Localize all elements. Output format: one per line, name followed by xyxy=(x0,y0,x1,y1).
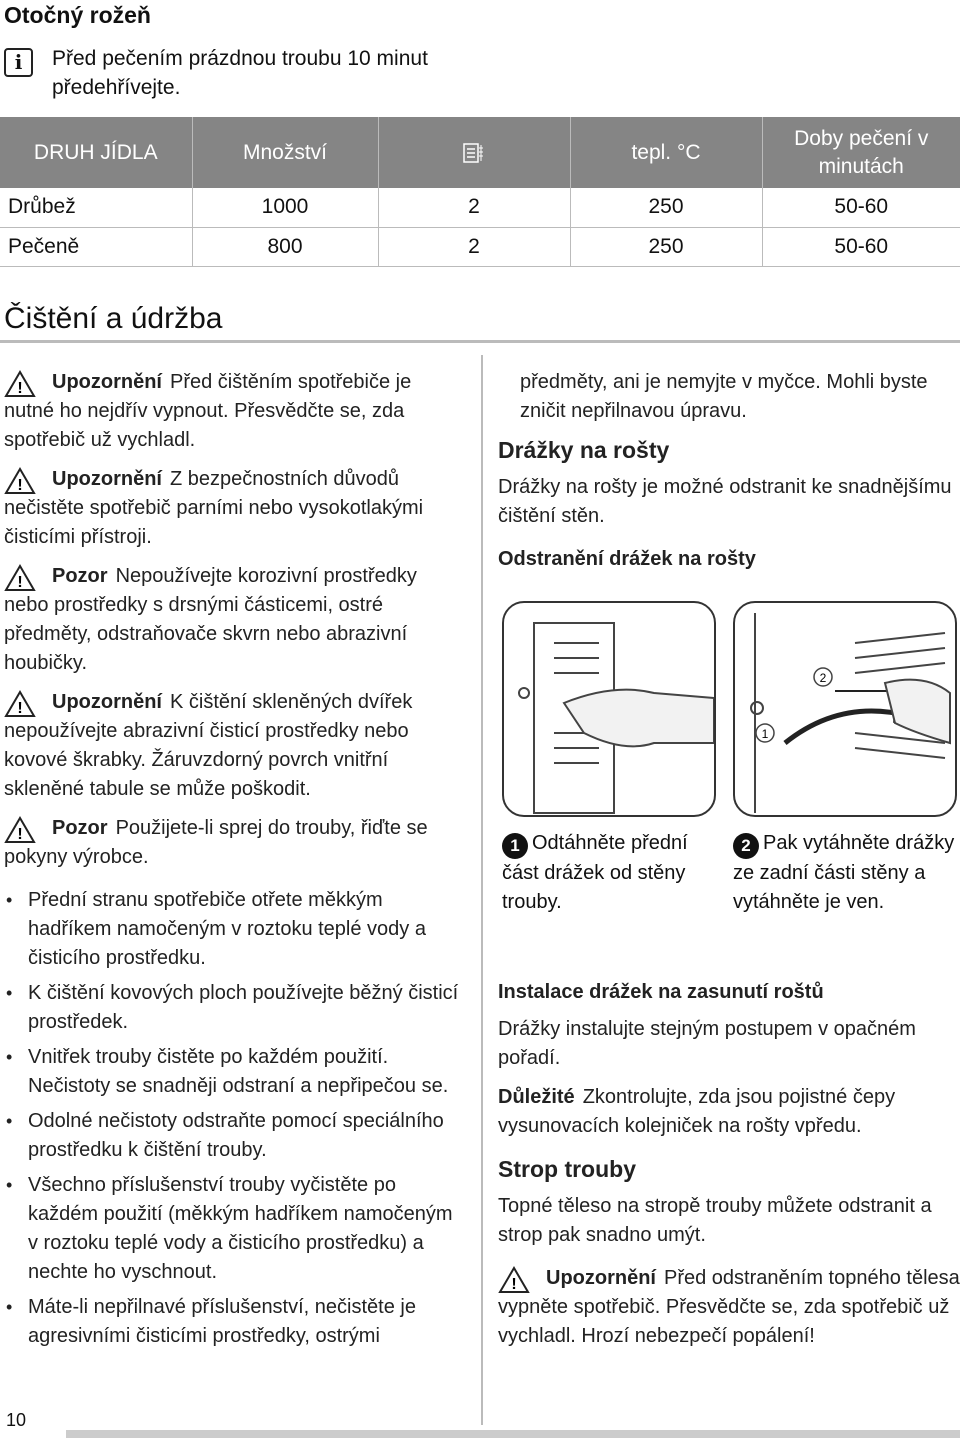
heading-removal: Odstranění drážek na rošty xyxy=(498,548,756,570)
step-1-caption: 1 Odtáhněte přední část drážek od stěny trouby. xyxy=(502,832,688,913)
oven-rack-pullout-illustration xyxy=(735,603,957,817)
svg-text:!: ! xyxy=(17,574,23,591)
warning-icon xyxy=(4,370,36,398)
svg-text:!: ! xyxy=(17,826,23,843)
section-divider xyxy=(0,340,960,343)
preheat-note: Před pečením prázdnou troubu 10 minut předehřívejte. xyxy=(52,47,428,99)
list-item: • Všechno příslušenství trouby vyčistěte po každém použití (měkkým hadříkem namočeným v roztoku teplé vody a čisticího prostředku) a nechte ho vyschnout. xyxy=(4,1171,464,1287)
installation-text: Drážky instalujte stejným postupem v opačném pořadí. xyxy=(498,1018,916,1069)
page-number: 10 xyxy=(6,1410,27,1430)
right-column-lower xyxy=(498,970,960,1361)
caution-block: ! Pozor Použijete-li sprej do trouby, řiďte se pokyny výrobce. xyxy=(4,817,428,868)
svg-text:!: ! xyxy=(511,1276,517,1293)
heading-shelf-supports: Drážky na rošty xyxy=(498,437,670,463)
footer-bar xyxy=(66,1430,960,1438)
list-item: • Máte-li nepřilnavé příslušenství, nečistěte je agresivními čisticími prostředky, ostrými xyxy=(4,1293,464,1351)
cleaning-instructions-list xyxy=(4,886,464,1351)
section-title-cleaning: Čištění a údržba xyxy=(4,302,223,335)
left-column xyxy=(4,368,464,1357)
warning-icon xyxy=(4,690,36,718)
list-item: • K čištění kovových ploch používejte běžný čisticí prostředek. xyxy=(4,979,464,1037)
table-row: Drůbež 1000 2 250 50-60 xyxy=(0,188,960,227)
step-2-caption: 2 Pak vytáhněte drážky ze zadní části stěny a vytáhněte je ven. xyxy=(733,832,955,913)
caution-block: ! Pozor Nepoužívejte korozivní prostředky nebo prostředky s drsnými částicemi, ostré předměty, odstraňovače skvrn nebo abrazivní houbičky. xyxy=(4,565,417,674)
column-divider xyxy=(481,355,483,1425)
oven-rack-removal-illustration xyxy=(504,603,716,817)
svg-text:!: ! xyxy=(17,477,23,494)
header-cooking-time: Doby pečení v minutách xyxy=(762,117,960,188)
oven-ceiling-text: Topné těleso na stropě trouby můžete odstranit a strop pak snadno umýt. xyxy=(498,1195,932,1246)
header-quantity: Množství xyxy=(192,117,378,188)
svg-text:!: ! xyxy=(17,700,23,717)
shelf-supports-text: Drážky na rošty je možné odstranit ke snadnějšímu čištění stěn. xyxy=(498,476,952,527)
list-item: • Odolné nečistoty odstraňte pomocí speciálního prostředku k čištění trouby. xyxy=(4,1107,464,1165)
step-1-marker: 1 xyxy=(502,833,528,859)
figure-remove-front xyxy=(502,601,716,817)
cooking-table xyxy=(0,117,960,267)
shelf-level-icon xyxy=(463,141,485,165)
continued-text: předměty, ani je nemyjte v myčce. Mohli byste zničit nepřilnavou úpravu. xyxy=(520,371,928,422)
section-title-rotisserie: Otočný rožeň xyxy=(4,2,151,28)
heading-oven-ceiling: Strop trouby xyxy=(498,1156,636,1182)
header-food-type: DRUH JÍDLA xyxy=(0,117,192,188)
table-row: Pečeně 800 2 250 50-60 xyxy=(0,227,960,266)
list-item: • Vnitřek trouby čistěte po každém použití. Nečistoty se snadněji odstraní a nepřipečou se. xyxy=(4,1043,464,1101)
warning-block: ! Upozornění K čištění skleněných dvířek nepoužívejte abrazivní čisticí prostředky nebo kovové škrabky. Žáruvzdorný povrch vnitřní skleněné tabule se může poškodit. xyxy=(4,691,413,800)
header-shelf-level xyxy=(378,117,570,188)
warning-block: ! Upozornění Z bezpečnostních důvodů nečistěte spotřebič parními nebo vysokotlakými čisticími přístroji. xyxy=(4,468,424,548)
warning-icon xyxy=(498,1266,530,1294)
heading-installation: Instalace drážek na zasunutí roštů xyxy=(498,981,824,1003)
info-icon: i xyxy=(4,48,33,77)
figure-label-2: 2 xyxy=(819,671,827,685)
warning-block: ! Upozornění Před čištěním spotřebiče je nutné ho nejdřív vypnout. Přesvědčte se, zda spotřebič už vychladl. xyxy=(4,371,412,451)
warning-icon xyxy=(4,564,36,592)
warning-icon xyxy=(4,816,36,844)
list-item: • Přední stranu spotřebiče otřete měkkým hadříkem namočeným v roztoku teplé vody a čisticího prostředku. xyxy=(4,886,464,973)
right-column xyxy=(498,368,960,582)
header-temperature: tepl. °C xyxy=(570,117,762,188)
warning-icon xyxy=(4,467,36,495)
important-note: Důležité Zkontrolujte, zda jsou pojistné čepy vysunovacích kolejniček na rošty vpředu. xyxy=(498,1086,896,1137)
svg-text:!: ! xyxy=(17,380,23,397)
figure-remove-back xyxy=(733,601,957,817)
step-2-marker: 2 xyxy=(733,833,759,859)
figure-label-1: 1 xyxy=(761,727,769,741)
warning-block: ! Upozornění Před odstraněním topného tělesa vypněte spotřebič. Přesvědčte se, zda spotřebič už vychladl. Hrozí nebezpečí popálení! xyxy=(498,1267,960,1347)
